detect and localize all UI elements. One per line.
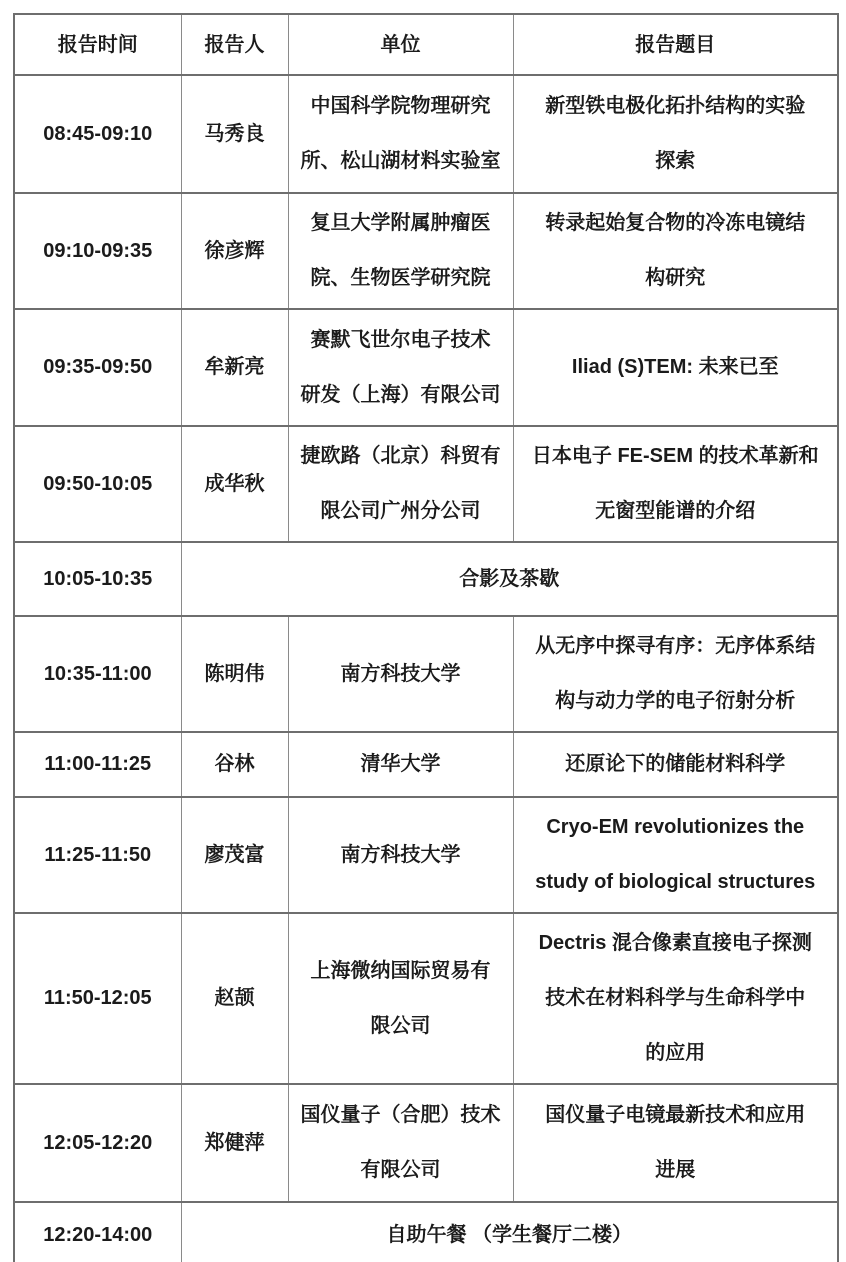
cell-text-line: 报告题目 bbox=[635, 33, 716, 56]
cell-text-line: 有限公司 bbox=[360, 1159, 441, 1181]
org-cell bbox=[288, 193, 513, 309]
title-cell bbox=[513, 75, 838, 193]
cell-text-line: 08:45-09:10 bbox=[43, 122, 153, 145]
cell-text-line: 牟新亮 bbox=[204, 356, 265, 378]
speaker-cell bbox=[181, 1084, 288, 1202]
cell-text-line: 10:35-11:00 bbox=[43, 662, 152, 685]
cell-text-line: 合影及茶歇 bbox=[459, 567, 560, 590]
cell-text-line: 10:05-10:35 bbox=[43, 567, 153, 590]
cell-text-line: study of biological structures bbox=[535, 871, 816, 893]
schedule-table-body bbox=[14, 75, 838, 1262]
table-row bbox=[14, 913, 838, 1084]
cell-text-line: 国仪量子电镜最新技术和应用 bbox=[545, 1104, 806, 1126]
cell-text-line: 11:00-11:25 bbox=[44, 753, 152, 775]
time-cell bbox=[14, 616, 181, 732]
cell-text-line: 转录起始复合物的冷冻电镜结 bbox=[545, 212, 806, 234]
cell-text-line: 谷林 bbox=[214, 753, 255, 775]
cell-text-line: 报告人 bbox=[204, 33, 265, 56]
time-cell bbox=[14, 1084, 181, 1202]
cell-text-line: 限公司 bbox=[370, 1014, 431, 1037]
cell-text-line: 09:35-09:50 bbox=[43, 356, 153, 378]
table-row bbox=[14, 309, 838, 426]
cell-text-line: 南方科技大学 bbox=[340, 843, 461, 866]
cell-text-line: 技术在材料科学与生命科学中 bbox=[545, 987, 806, 1009]
table-row bbox=[14, 193, 838, 309]
cell-text-line: Iliad (S)TEM: 未来已至 bbox=[571, 356, 779, 378]
title-cell bbox=[513, 193, 838, 309]
cell-text-line: 赵颉 bbox=[214, 987, 255, 1009]
table-row bbox=[14, 75, 838, 193]
org-cell bbox=[288, 797, 513, 913]
header-cell-title bbox=[513, 14, 838, 75]
cell-text-line: 09:10-09:35 bbox=[43, 239, 153, 262]
cell-text-line: 所、松山湖材料实验室 bbox=[300, 150, 501, 172]
cell-text-line: Dectris 混合像素直接电子探测 bbox=[538, 932, 812, 954]
header-cell-time bbox=[14, 14, 181, 75]
table-row bbox=[14, 616, 838, 732]
cell-text-line: 11:50-12:05 bbox=[43, 987, 152, 1009]
speaker-cell bbox=[181, 193, 288, 309]
cell-text-line: 赛默飞世尔电子技术 bbox=[310, 328, 491, 351]
cell-text-line: 清华大学 bbox=[360, 753, 441, 775]
cell-text-line: 报告时间 bbox=[57, 33, 138, 56]
header-cell-speaker bbox=[181, 14, 288, 75]
time-cell bbox=[14, 542, 181, 616]
title-cell bbox=[513, 1084, 838, 1202]
cell-text-line: 郑健萍 bbox=[204, 1131, 265, 1154]
time-cell bbox=[14, 75, 181, 193]
cell-text-line: 还原论下的储能材料科学 bbox=[565, 753, 786, 775]
org-cell bbox=[288, 1084, 513, 1202]
cell-text-line: 探索 bbox=[655, 150, 696, 172]
cell-text-line: 院、生物医学研究院 bbox=[310, 267, 491, 289]
cell-text-line: 国仪量子（合肥）技术 bbox=[300, 1104, 501, 1126]
cell-text-line: 自助午餐 （学生餐厅二楼） bbox=[386, 1223, 633, 1246]
cell-text-line: 09:50-10:05 bbox=[43, 472, 153, 495]
time-cell bbox=[14, 913, 181, 1084]
cell-text-line: 陈明伟 bbox=[204, 662, 265, 685]
cell-text-line: 日本电子 FE-SEM 的技术革新和 bbox=[531, 445, 819, 467]
cell-text-line: 捷欧路（北京）科贸有 bbox=[300, 445, 501, 467]
time-cell bbox=[14, 1202, 181, 1262]
table-row bbox=[14, 1202, 838, 1262]
header-cell-org bbox=[288, 14, 513, 75]
cell-text-line: 中国科学院物理研究 bbox=[310, 95, 491, 117]
org-cell bbox=[288, 75, 513, 193]
cell-text-line: 进展 bbox=[655, 1159, 696, 1181]
title-cell bbox=[513, 616, 838, 732]
title-cell bbox=[513, 426, 838, 542]
title-cell bbox=[513, 913, 838, 1084]
time-cell bbox=[14, 732, 181, 797]
speaker-cell bbox=[181, 309, 288, 426]
cell-text-line: 从无序中探寻有序：无序体系结 bbox=[535, 635, 816, 657]
table-row bbox=[14, 542, 838, 616]
speaker-cell bbox=[181, 426, 288, 542]
org-cell bbox=[288, 732, 513, 797]
cell-text-line: 上海微纳国际贸易有 bbox=[310, 959, 491, 982]
merged-event-cell bbox=[181, 1202, 838, 1262]
cell-text-line: 成华秋 bbox=[204, 472, 265, 495]
cell-text-line: 新型铁电极化拓扑结构的实验 bbox=[545, 95, 806, 117]
cell-text-line: 复旦大学附属肿瘤医 bbox=[310, 212, 491, 234]
title-cell bbox=[513, 309, 838, 426]
schedule-table-header bbox=[14, 14, 838, 75]
org-cell bbox=[288, 616, 513, 732]
cell-text-line: 廖茂富 bbox=[204, 843, 265, 866]
cell-text-line: 研发（上海）有限公司 bbox=[300, 383, 501, 406]
time-cell bbox=[14, 426, 181, 542]
cell-text-line: 马秀良 bbox=[204, 122, 265, 145]
title-cell bbox=[513, 732, 838, 797]
cell-text-line: 12:05-12:20 bbox=[43, 1131, 153, 1154]
speaker-cell bbox=[181, 797, 288, 913]
cell-text-line: 12:20-14:00 bbox=[43, 1223, 153, 1246]
time-cell bbox=[14, 797, 181, 913]
cell-text-line: 单位 bbox=[380, 33, 421, 56]
speaker-cell bbox=[181, 75, 288, 193]
table-row bbox=[14, 426, 838, 542]
cell-text-line: 构与动力学的电子衍射分析 bbox=[555, 690, 796, 712]
cell-text-line: 限公司广州分公司 bbox=[320, 500, 481, 522]
speaker-cell bbox=[181, 616, 288, 732]
org-cell bbox=[288, 309, 513, 426]
schedule-table bbox=[13, 13, 839, 1262]
org-cell bbox=[288, 426, 513, 542]
table-row bbox=[14, 797, 838, 913]
cell-text-line: 构研究 bbox=[645, 267, 706, 289]
title-cell bbox=[513, 797, 838, 913]
org-cell bbox=[288, 913, 513, 1084]
header-row bbox=[14, 14, 838, 75]
merged-event-cell bbox=[181, 542, 838, 616]
speaker-cell bbox=[181, 732, 288, 797]
cell-text-line: 无窗型能谱的介绍 bbox=[595, 500, 756, 522]
table-row bbox=[14, 1084, 838, 1202]
table-row bbox=[14, 732, 838, 797]
time-cell bbox=[14, 309, 181, 426]
cell-text-line: 徐彦辉 bbox=[204, 239, 265, 262]
cell-text-line: 11:25-11:50 bbox=[44, 843, 152, 866]
cell-text-line: Cryo-EM revolutionizes the bbox=[546, 816, 805, 838]
cell-text-line: 的应用 bbox=[645, 1042, 706, 1064]
time-cell bbox=[14, 193, 181, 309]
speaker-cell bbox=[181, 913, 288, 1084]
cell-text-line: 南方科技大学 bbox=[340, 662, 461, 685]
